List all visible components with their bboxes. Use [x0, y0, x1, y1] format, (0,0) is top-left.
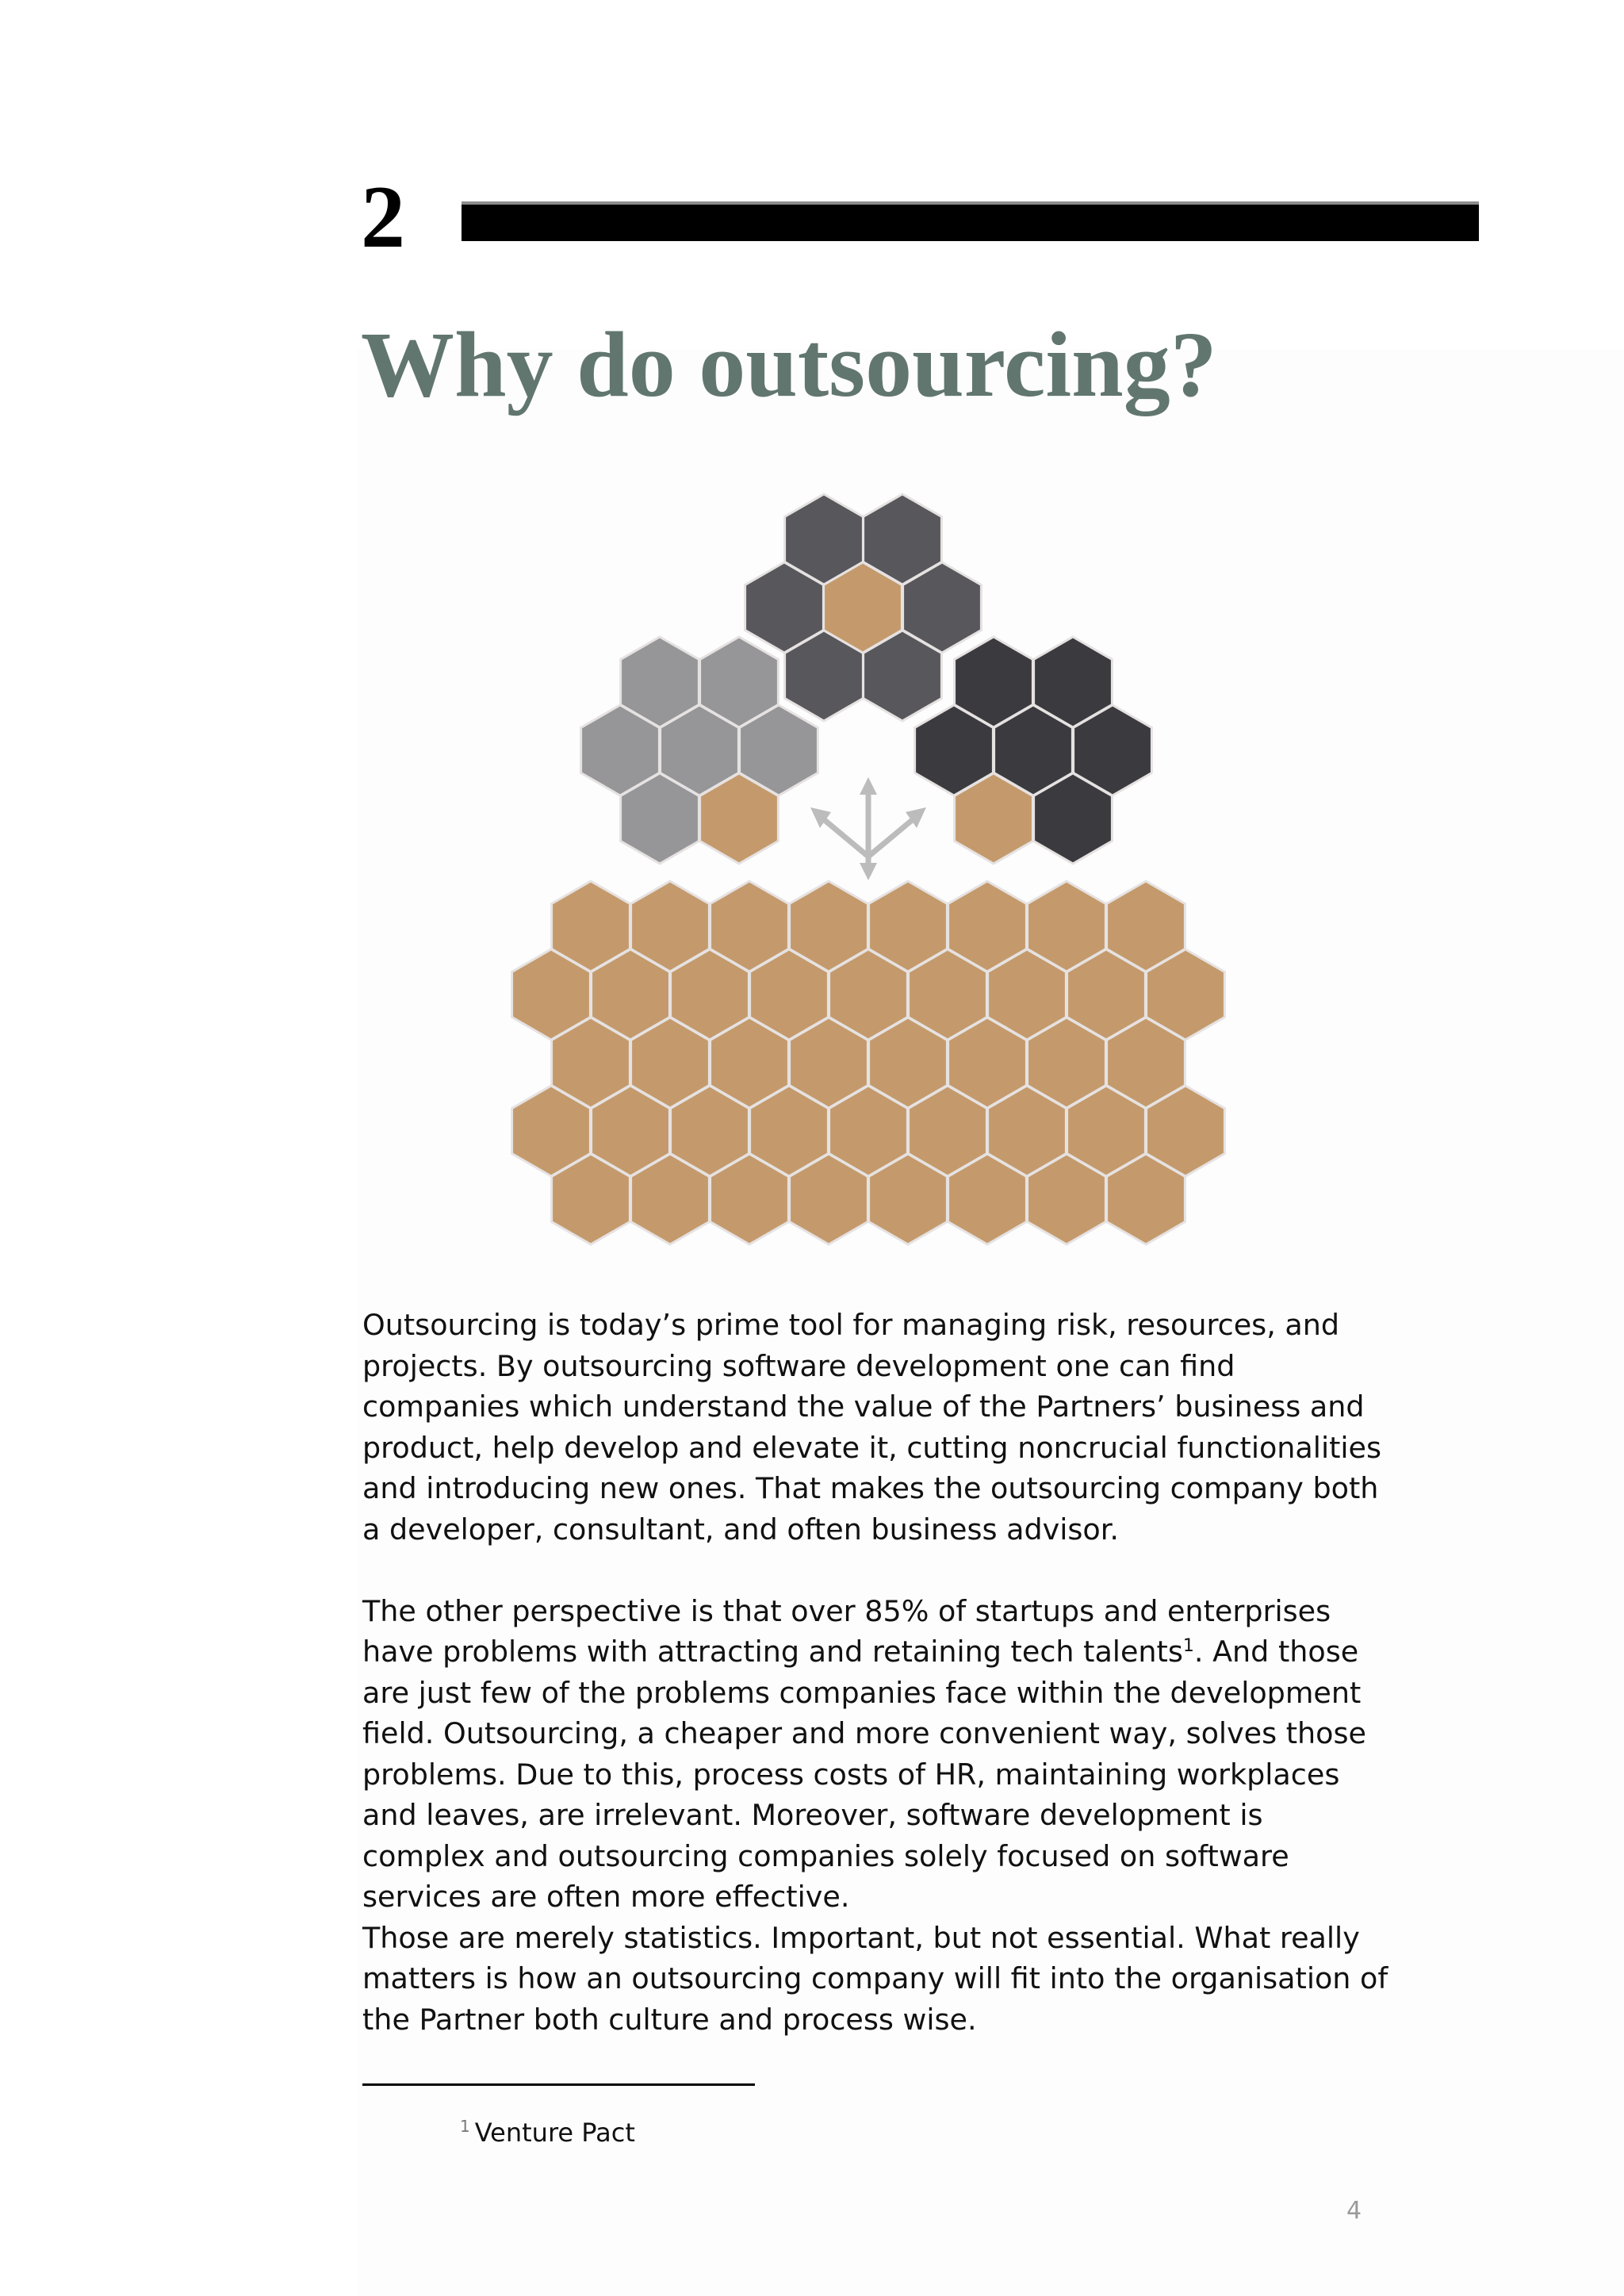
footnote-text: Venture Pact [474, 2118, 635, 2148]
paragraph-text: . And those are just few of the problems companies face within the development field. Outsourcing, a cheaper and more convenient way, solves those problems. Due to this, process costs of HR, maintaining workplaces and leaves, are irrelevant. Moreover, software development is complex and outsourcing companies solely focused on software services are often more effective. [362, 1635, 1366, 1914]
footnote [460, 2118, 635, 2148]
arrow-head [860, 863, 877, 880]
footnote-divider [362, 2083, 755, 2086]
chapter-number: 2 [361, 168, 405, 266]
arrow-head [860, 777, 877, 795]
arrow-shaft [868, 817, 916, 857]
hexagon-cluster-illustration [492, 484, 1237, 1265]
page-number: 4 [1346, 2197, 1362, 2225]
chapter-rule [462, 201, 1479, 241]
paragraph: Those are merely statistics. Important, but not essential. What really matters is how an outsourcing company will fit into the organisation of the Partner both culture and process wise. [362, 1920, 1388, 2037]
paragraph [362, 1591, 1393, 1918]
footnote-mark: 1 [460, 2117, 470, 2137]
paragraph: Outsourcing is today’s prime tool for managing risk, resources, and projects. By outsourcing software development one can find companies which understand the value of the Partners’ business and product, help develop and elevate it, cutting noncrucial functionalities and introducing new ones. That makes the outsourcing company both a developer, consultant, and often business advisor. [362, 1308, 1382, 1547]
body-text [362, 1305, 1393, 2040]
page-title: Why do outsourcing? [361, 312, 1217, 416]
arrows-icon [810, 777, 926, 880]
paragraph-text: The other perspective is that over 85% of startups and enterprises have problems with attracting and retaining tech talents [362, 1593, 1331, 1669]
footnote-reference[interactable]: 1 [1182, 1635, 1194, 1656]
arrow-shaft [821, 817, 868, 857]
